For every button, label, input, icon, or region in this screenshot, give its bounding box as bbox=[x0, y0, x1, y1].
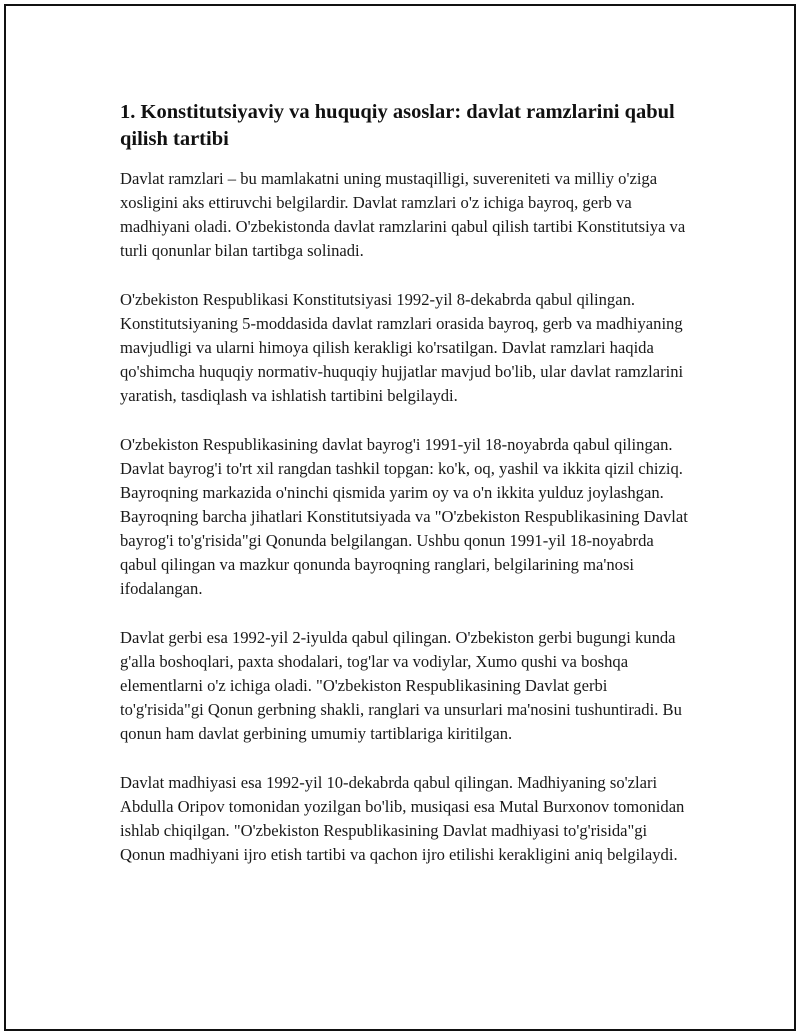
paragraph-constitution: O'zbekiston Respublikasi Konstitutsiyasi 1992-yil 8-dekabrda qabul qilingan. Konstitutsiyaning 5-moddasida davlat ramzlari orasida bayroq, gerb va madhiyaning mavjudligi va ularni himoya qilish kerakligi ko'rsatilgan. Davlat ramzlari haqida qo'shimcha huquqiy normativ-huquqiy hujjatlar mavjud bo'lib, ular davlat ramzlarini yaratish, tasdiqlash va ishlatish tartibini belgilaydi. bbox=[120, 290, 684, 405]
page-frame bbox=[4, 4, 796, 1031]
document-body bbox=[120, 98, 692, 892]
paragraph-flag: O'zbekiston Respublikasining davlat bayrog'i 1991-yil 18-noyabrda qabul qilingan. Davlat bayrog'i to'rt xil rangdan tashkil topgan: ko'k, oq, yashil va ikkita qizil chiziq. Bayroqning markazida o'ninchi qismida yarim oy va o'n ikkita yulduz joylashgan. Bayroqning barcha jihatlari Konstitutsiyada va "O'zbekiston Respublikasining Davlat bayrog'i to'g'risida"gi Qonunda belgilangan. Ushbu qonun 1991-yil 18-noyabrda qabul qilingan va mazkur qonunda bayroqning ranglari, belgilarining ma'nosi ifodalangan. bbox=[120, 435, 688, 598]
paragraph-anthem: Davlat madhiyasi esa 1992-yil 10-dekabrda qabul qilingan. Madhiyaning so'zlari Abdulla Oripov tomonidan yozilgan bo'lib, musiqasi esa Mutal Burxonov tomonidan ishlab chiqilgan. "O'zbekiston Respublikasining Davlat madhiyasi to'g'risida"gi Qonun madhiyani ijro etish tartibi va qachon ijro etilishi kerakligini aniq belgilaydi. bbox=[120, 773, 685, 864]
paragraph-intro: Davlat ramzlari – bu mamlakatni uning mustaqilligi, suvereniteti va milliy o'ziga xosligini aks ettiruvchi belgilardir. Davlat ramzlari o'z ichiga bayroq, gerb va madhiyani oladi. O'zbekistonda davlat ramzlarini qabul qilish tartibi Konstitutsiya va turli qonunlar bilan tartibga solinadi. bbox=[120, 169, 686, 260]
paragraph-coat-of-arms: Davlat gerbi esa 1992-yil 2-iyulda qabul qilingan. O'zbekiston gerbi bugungi kunda g'alla boshoqlari, paxta shodalari, tog'lar va vodiylar, Xumo qushi va boshqa elementlarni o'z ichiga oladi. "O'zbekiston Respublikasining Davlat gerbi to'g'risida"gi Qonun gerbning shakli, ranglari va unsurlari ma'nosini tushuntiradi. Bu qonun ham davlat gerbining umumiy tartiblariga kiritilgan. bbox=[120, 628, 682, 743]
section-heading: 1. Konstitutsiyaviy va huquqiy asoslar: davlat ramzlarini qabul qilish tartibi bbox=[120, 101, 675, 150]
